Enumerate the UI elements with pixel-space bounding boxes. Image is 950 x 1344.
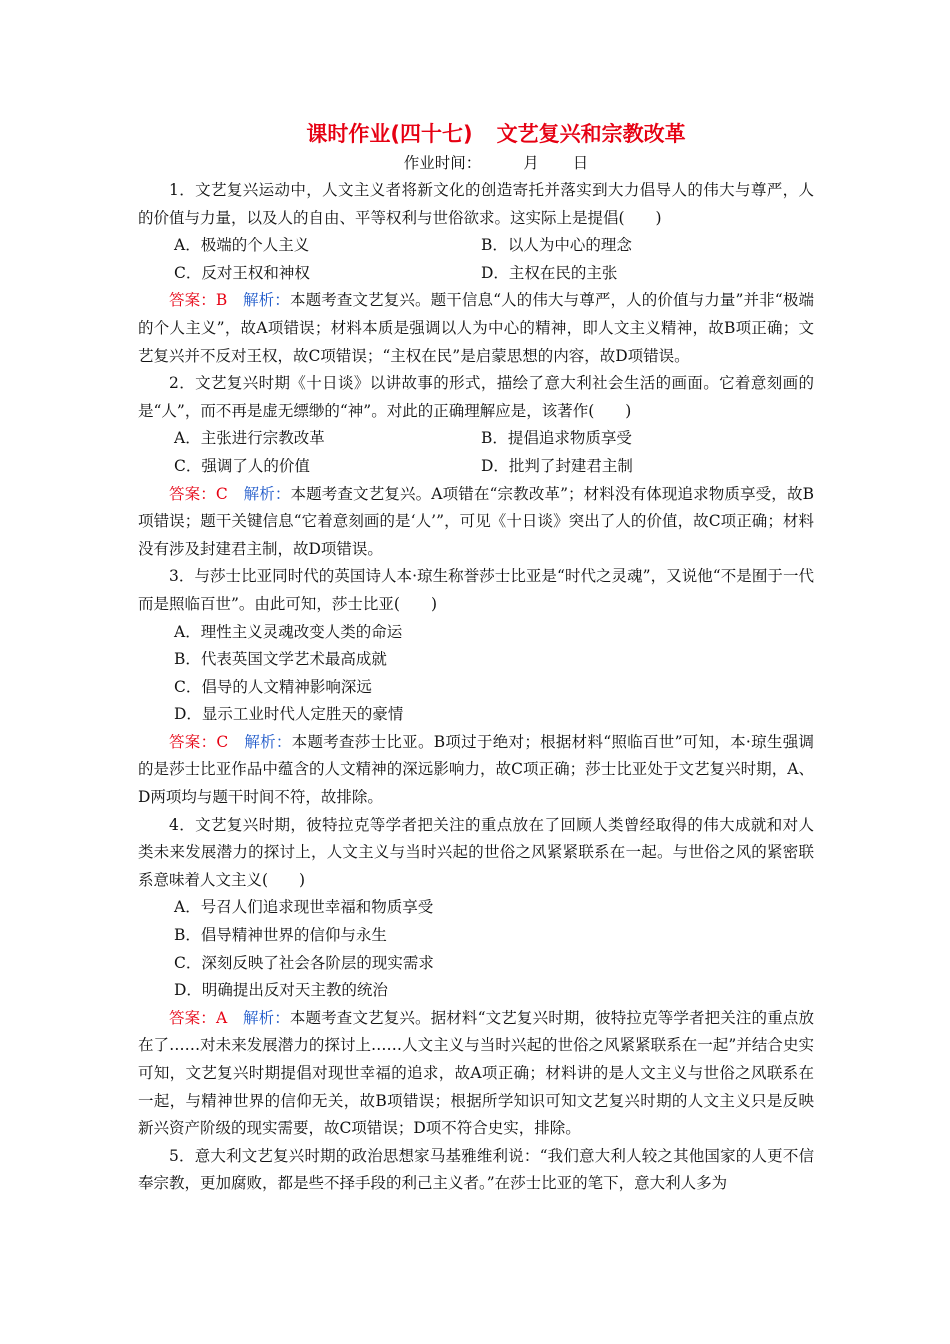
question-options xyxy=(138,232,814,287)
option-c: C．反对王权和神权 xyxy=(174,263,310,282)
option-b: B．提倡追求物质享受 xyxy=(481,429,632,448)
day-label: 日 xyxy=(572,154,589,172)
question-stem: 4．文艺复兴时期，彼特拉克等学者把关注的重点放在了回顾人类曾经取得的伟大成就和对人类未来发展潜力的探讨上，人文主义与当时兴起的世俗之风紧紧联系在一起。与世俗之风的紧密联系意味着人文主义( ) xyxy=(138,815,814,889)
title-part-2: 文艺复兴和宗教改革 xyxy=(496,122,686,146)
analysis-label: 解析： xyxy=(244,732,292,751)
analysis-text: 本题考查文艺复兴。题干信息“人的伟大与尊严，人的价值与力量”并非“极端的个人主义”，故A项错误；材料本质是强调以人为中心的精神，即人文主义精神，故B项正确；文艺复兴并不反对王权，故C项错误；“主权在民”是启蒙思想的内容，故D项错误。 xyxy=(138,291,814,365)
option-b: B．以人为中心的理念 xyxy=(481,236,632,255)
document-page xyxy=(138,118,814,1198)
work-time-line xyxy=(178,150,814,177)
analysis-text: 本题考查文艺复兴。据材料“文艺复兴时期，彼特拉克等学者把关注的重点放在了……对未来发展潜力的探讨上……人文主义与当时兴起的世俗之风紧紧联系在一起”并结合史实可知，文艺复兴时期提倡对现世幸福的追求，故A项正确；材料讲的是人文主义与世俗之风联系在一起，与精神世界的信仰无关，故B项错误；根据所学知识可知文艺复兴时期的人文主义只是反映新兴资产阶级的现实需要，故C项错误；D项不符合史实，排除。 xyxy=(138,1008,814,1138)
option-d: D．主权在民的主张 xyxy=(481,263,618,282)
analysis-text: 本题考查文艺复兴。A项错在“宗教改革”；材料没有体现追求物质享受，故B项错误；题干关键信息“它着意刻画的是‘人’”，可见《十日谈》突出了人的价值，故C项正确；材料没有涉及封建君主制，故D项错误。 xyxy=(138,484,814,558)
option-a: A．理性主义灵魂改变人类的命运 xyxy=(174,622,403,641)
question-options xyxy=(138,894,814,1004)
option-c: C．倡导的人文精神影响深远 xyxy=(174,677,372,696)
answer-paragraph xyxy=(138,1005,814,1143)
option-a: A．号召人们追求现世幸福和物质享受 xyxy=(174,898,434,917)
title-part-1: 课时作业(四十七) xyxy=(306,122,473,146)
option-c: C．强调了人的价值 xyxy=(174,456,310,475)
question-stem: 3．与莎士比亚同时代的英国诗人本·琼生称誉莎士比亚是“时代之灵魂”，又说他“不是囿于一代而是照临百世”。由此可知，莎士比亚( ) xyxy=(138,567,814,613)
answer-paragraph xyxy=(138,287,814,370)
answer-value: C xyxy=(216,732,229,751)
option-d: D．批判了封建君主制 xyxy=(481,456,633,475)
option-d: D．显示工业时代人定胜天的豪情 xyxy=(174,705,404,724)
question-options xyxy=(138,619,814,729)
analysis-text: 本题考查莎士比亚。B项过于绝对；根据材料“照临百世”可知，本·琼生强调的是莎士比亚作品中蕴含的人文精神的深远影响力，故C项正确；莎士比亚处于文艺复兴时期，A、D两项均与题干时间不符，故排除。 xyxy=(138,732,814,807)
question-stem: 1．文艺复兴运动中，人文主义者将新文化的创造寄托并落实到大力倡导人的伟大与尊严，人的价值与力量，以及人的自由、平等权利与世俗欲求。这实际上是提倡( ) xyxy=(138,181,814,227)
answer-value: A xyxy=(215,1008,228,1027)
analysis-label: 解析： xyxy=(243,484,291,503)
option-c: C．深刻反映了社会各阶层的现实需求 xyxy=(174,953,434,972)
answer-label: 答案： xyxy=(169,484,216,503)
question-stem: 5．意大利文艺复兴时期的政治思想家马基雅维利说：“我们意大利人较之其他国家的人更不信奉宗教，更加腐败，都是些不择手段的利己主义者。”在莎士比亚的笔下，意大利人多为 xyxy=(138,1146,814,1193)
answer-paragraph xyxy=(138,729,814,812)
option-a: A．极端的个人主义 xyxy=(174,236,310,255)
option-b: B．代表英国文学艺术最高成就 xyxy=(174,650,387,669)
page-title xyxy=(178,118,814,150)
month-label: 月 xyxy=(523,154,539,172)
question-options xyxy=(138,425,814,480)
answer-value: B xyxy=(215,291,228,310)
answer-paragraph xyxy=(138,481,814,564)
analysis-label: 解析： xyxy=(243,291,290,310)
answer-label: 答案： xyxy=(169,1008,216,1027)
analysis-label: 解析： xyxy=(242,1008,290,1027)
answer-label: 答案： xyxy=(169,732,217,751)
option-a: A．主张进行宗教改革 xyxy=(174,429,325,448)
option-b: B．倡导精神世界的信仰与永生 xyxy=(174,926,387,945)
answer-label: 答案： xyxy=(169,291,216,310)
work-time-label: 作业时间： xyxy=(403,154,482,172)
option-d: D．明确提出反对天主教的统治 xyxy=(174,981,388,1000)
question-stem: 2．文艺复兴时期《十日谈》以讲故事的形式，描绘了意大利社会生活的画面。它着意刻画的是“人”，而不再是虚无缥缈的“神”。对此的正确理解应是，该著作( ) xyxy=(138,374,814,420)
answer-value: C xyxy=(215,484,228,503)
